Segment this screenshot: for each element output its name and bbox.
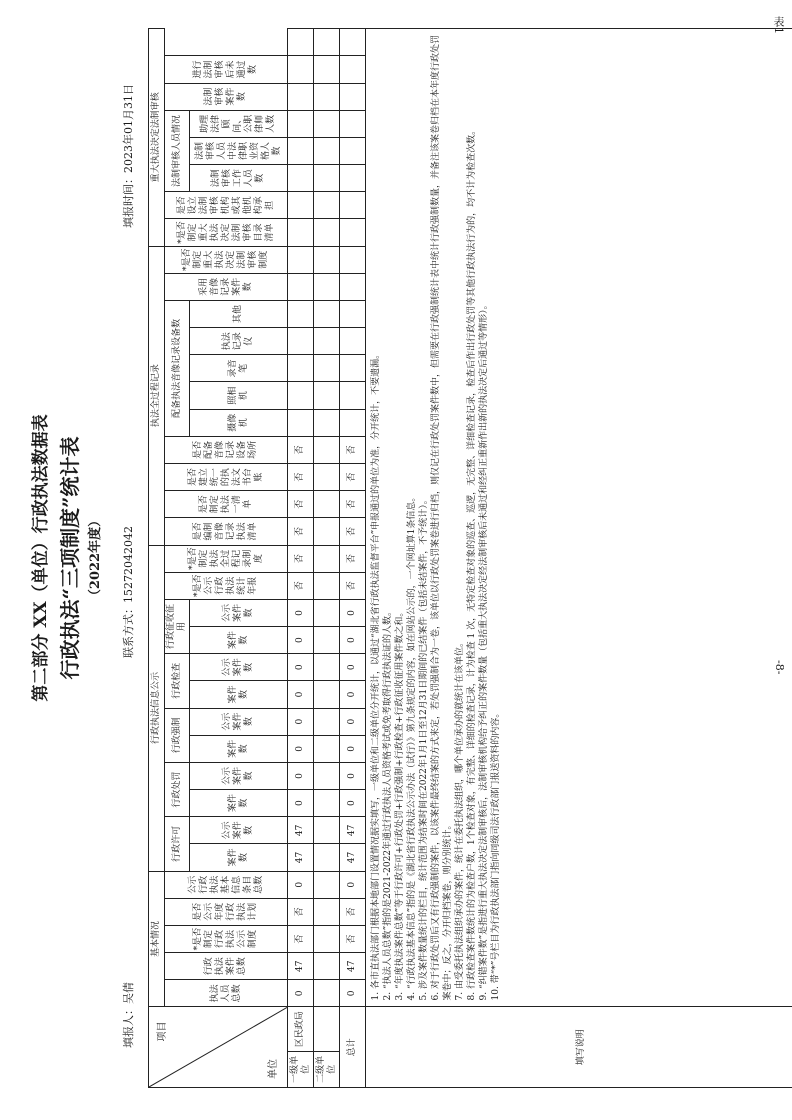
group-review: 重大执法决定法制审核 xyxy=(149,29,165,247)
col-header: 是否编制音像记录执法清单 xyxy=(165,518,288,545)
data-cell xyxy=(340,110,366,137)
data-cell: 47 xyxy=(340,844,366,871)
data-cell xyxy=(288,165,314,192)
data-cell: 0 xyxy=(288,681,314,708)
note-item: 3. “年度执法案件总数”等于行政许可+行政处罚+行政强制+行政检查+行政征收征用案件数之和。 xyxy=(395,607,405,1001)
data-cell xyxy=(314,572,340,599)
notes-content xyxy=(366,29,792,1007)
col-header: 法制审核案件数 xyxy=(165,83,288,110)
data-cell: 否 xyxy=(340,464,366,491)
note-item: 4. “行政执法基本信息”指的是《湖北省行政执法公示办法（试行）》第九条规定的内容，如在网站公示的，一个网址算1条信息。 xyxy=(407,492,417,1001)
col-header: 公示行政执法基本信息条目总数 xyxy=(165,871,288,898)
data-cell xyxy=(314,436,340,463)
data-cell: 47 xyxy=(288,844,314,871)
data-cell: 0 xyxy=(288,627,314,654)
data-cell: 0 xyxy=(288,654,314,681)
data-cell xyxy=(288,273,314,300)
corner-unit-label: 单位 xyxy=(268,1059,279,1079)
col-header: *是否制定重大执法决定法制审核目录清单 xyxy=(165,219,288,246)
col-header: 其他 xyxy=(190,300,288,327)
col-subgroup: 配备执法音像记录设备数 xyxy=(165,300,190,436)
document-title: 第二部分 XX（单位）行政执法数据表 xyxy=(31,414,51,702)
contact-info: 联系方式：15272042042 xyxy=(122,526,135,658)
data-cell xyxy=(314,137,340,164)
notes-title: 填写说明 xyxy=(366,1007,792,1088)
corner-cell xyxy=(149,1007,288,1088)
data-cell: 47 xyxy=(340,817,366,844)
data-cell: 否 xyxy=(288,925,314,952)
data-cell: 0 xyxy=(340,980,366,1007)
data-cell: 否 xyxy=(340,491,366,518)
corner-item-label: 项目 xyxy=(157,1021,168,1042)
table-title: 行政执法“三项制度”统计表 xyxy=(58,436,82,680)
note-item: 5. 涉及案件数量统计的栏目，统计范围为结案时间在2022年1月1日至12月31日期间的已结案件（包括未结案件，不予统计）。 xyxy=(419,495,429,1001)
col-header: 助理法律顾问、公职律师人数 xyxy=(190,110,288,137)
col-header: *是否公示行政执法统计年报 xyxy=(165,572,288,599)
sheet-header xyxy=(20,28,150,1088)
data-cell: 0 xyxy=(340,599,366,626)
data-cell xyxy=(314,762,340,789)
data-cell: 否 xyxy=(340,436,366,463)
data-cell xyxy=(314,246,340,273)
data-cell: 0 xyxy=(288,708,314,735)
col-header: 执法人员总数 xyxy=(165,980,288,1007)
data-cell xyxy=(340,165,366,192)
data-cell: 0 xyxy=(340,871,366,898)
col-subgroup: 行政征收征用 xyxy=(165,599,190,653)
data-row xyxy=(288,29,314,1088)
col-header: 摄像机 xyxy=(190,409,288,436)
col-header: 公示案件数 xyxy=(190,654,288,681)
data-cell: 47 xyxy=(340,953,366,980)
data-cell xyxy=(314,219,340,246)
data-cell: 0 xyxy=(340,708,366,735)
row-level: 一级单位 xyxy=(288,1051,314,1087)
data-cell xyxy=(340,29,366,56)
col-header: 是否建立统一的执法文书台账 xyxy=(165,464,288,491)
col-header: *是否制定行政执法公示制度 xyxy=(165,925,288,952)
col-header: 案件数 xyxy=(190,627,288,654)
row-unit-name xyxy=(314,1007,340,1051)
col-header: 案件数 xyxy=(190,844,288,871)
data-cell: 47 xyxy=(288,817,314,844)
col-header: 照相机 xyxy=(190,382,288,409)
col-subgroup: 行政处罚 xyxy=(165,762,190,816)
data-cell: 0 xyxy=(288,735,314,762)
data-cell: 0 xyxy=(340,762,366,789)
data-cell: 否 xyxy=(288,518,314,545)
col-header: 案件数 xyxy=(190,790,288,817)
col-header: 是否公示年度行政执法计划 xyxy=(165,898,288,925)
data-cell xyxy=(314,56,340,83)
col-header: 是否配备音像记录设备场所 xyxy=(165,436,288,463)
data-cell xyxy=(340,273,366,300)
note-item: 6. 对于行政处罚后又有行政强制的案件，以该案件最终结案的方式来定，若处罚强制合为一卷，该单位以行政处罚案卷进行归档，则仅记在行政处罚案件数中，但需要在行政强制统计表中统计行政强制数量，并备注该案卷归档在本年度行政处罚案卷中；反之，分开归档案卷，则分别统计。 xyxy=(431,35,453,1001)
header-row-subgroups xyxy=(165,29,190,1088)
data-cell xyxy=(314,355,340,382)
data-cell xyxy=(288,29,314,56)
data-cell: 0 xyxy=(340,627,366,654)
data-cell xyxy=(314,409,340,436)
data-cell xyxy=(314,844,340,871)
data-cell xyxy=(288,355,314,382)
data-cell xyxy=(340,382,366,409)
col-header: 执法记录仪 xyxy=(190,328,288,355)
data-cell xyxy=(288,300,314,327)
group-public: 行政执法信息公示 xyxy=(149,545,165,871)
col-subgroup: 行政检查 xyxy=(165,654,190,708)
col-header: 是否设立法制审核机构或其他机构承担 xyxy=(165,192,288,219)
data-cell xyxy=(314,165,340,192)
data-cell xyxy=(288,409,314,436)
data-cell xyxy=(340,83,366,110)
data-cell xyxy=(314,898,340,925)
data-cell xyxy=(314,192,340,219)
note-item: 2. “执法人员总数”指的是2021-2022年通过行政执法人员资格考试或免考取得行政执法证的人数。 xyxy=(383,606,393,1001)
col-header: 案件数 xyxy=(190,735,288,762)
col-header: 行政执法案件总数 xyxy=(165,953,288,980)
col-subgroup: 行政强制 xyxy=(165,708,190,762)
note-item: 10. 带“*”号栏目为行政执法部门指向同级司法行政部门报送资料的内容。 xyxy=(491,708,501,1001)
data-cell xyxy=(288,328,314,355)
data-cell: 否 xyxy=(340,925,366,952)
data-cell: 0 xyxy=(288,599,314,626)
data-cell xyxy=(288,56,314,83)
col-header: *是否制定执法全过程记录制度 xyxy=(165,545,288,572)
col-subgroup: 行政许可 xyxy=(165,817,190,871)
col-subgroup: 法制审核人员情况 xyxy=(165,110,190,192)
data-cell xyxy=(288,192,314,219)
data-cell xyxy=(288,83,314,110)
row-unit-name: 区民政局 xyxy=(288,1007,314,1051)
col-header: 采用音像记录案件数 xyxy=(165,273,288,300)
data-cell xyxy=(314,953,340,980)
col-header: 案件数 xyxy=(190,681,288,708)
data-cell xyxy=(314,681,340,708)
data-row xyxy=(314,29,340,1088)
data-cell xyxy=(314,654,340,681)
data-cell xyxy=(314,735,340,762)
data-cell: 否 xyxy=(340,545,366,572)
col-header: 进行法制审核后未通过数 xyxy=(165,56,288,83)
data-cell xyxy=(314,29,340,56)
page-tag: 表1 xyxy=(772,16,785,34)
data-cell xyxy=(340,300,366,327)
data-cell: 47 xyxy=(288,953,314,980)
statistics-table xyxy=(148,28,792,1088)
data-cell xyxy=(314,708,340,735)
data-cell: 否 xyxy=(288,545,314,572)
data-cell xyxy=(288,219,314,246)
data-cell xyxy=(314,273,340,300)
data-cell xyxy=(314,545,340,572)
col-header: 法制审核工作人员数 xyxy=(190,165,288,192)
col-header: *是否制定重大执法决定法制审核制度 xyxy=(165,246,288,273)
group-basic: 基本情况 xyxy=(149,871,165,1007)
data-cell: 否 xyxy=(340,518,366,545)
table-year: （2022年度） xyxy=(88,513,103,603)
data-cell: 0 xyxy=(340,654,366,681)
data-cell xyxy=(314,382,340,409)
col-header: 公示案件数 xyxy=(190,817,288,844)
data-cell: 否 xyxy=(288,464,314,491)
data-cell xyxy=(288,137,314,164)
data-cell: 0 xyxy=(340,790,366,817)
data-cell xyxy=(288,110,314,137)
data-cell xyxy=(340,246,366,273)
data-cell xyxy=(288,246,314,273)
data-cell xyxy=(314,599,340,626)
note-item: 9. “纠错案件数”是指进行重大执法决定法制审核后，法制审核机构给予纠正的案件数量（包括重大执法决定经法制审核后未通过和经纠正重新作出新的执法决定后通过等情形）。 xyxy=(479,300,489,1001)
data-cell xyxy=(314,790,340,817)
col-header: 公示案件数 xyxy=(190,708,288,735)
data-cell xyxy=(314,110,340,137)
fill-date: 填报时间：2023年01月31日 xyxy=(122,84,135,228)
statistics-sheet xyxy=(20,28,772,1088)
data-cell xyxy=(314,300,340,327)
data-cell xyxy=(314,817,340,844)
data-cell xyxy=(288,382,314,409)
data-cell xyxy=(314,491,340,518)
data-cell: 否 xyxy=(288,898,314,925)
data-cell xyxy=(314,464,340,491)
notes-row xyxy=(366,29,792,1088)
data-cell xyxy=(314,328,340,355)
col-header: 公示案件数 xyxy=(190,599,288,626)
data-cell: 0 xyxy=(288,980,314,1007)
data-cell xyxy=(340,137,366,164)
group-record: 执法全过程记录 xyxy=(149,246,165,545)
data-cell: 0 xyxy=(340,681,366,708)
data-cell: 否 xyxy=(288,491,314,518)
data-row xyxy=(340,29,366,1088)
page-number: -8- xyxy=(773,660,786,675)
data-cell xyxy=(314,980,340,1007)
data-cell xyxy=(314,518,340,545)
data-cell: 0 xyxy=(288,790,314,817)
data-cell xyxy=(340,328,366,355)
data-cell xyxy=(314,925,340,952)
data-cell: 否 xyxy=(288,436,314,463)
filler-name: 填报人：吴倩 xyxy=(122,982,135,1048)
header-row-groups xyxy=(149,29,165,1088)
data-cell: 否 xyxy=(340,898,366,925)
data-cell xyxy=(340,56,366,83)
data-cell: 否 xyxy=(288,572,314,599)
col-header: 是否制定执法一清单 xyxy=(165,491,288,518)
data-cell xyxy=(340,409,366,436)
data-cell: 0 xyxy=(288,762,314,789)
diagonal-line xyxy=(149,1007,287,1087)
data-cell: 0 xyxy=(340,735,366,762)
data-cell xyxy=(314,627,340,654)
row-level: 二级单位 xyxy=(314,1051,340,1087)
data-cell: 0 xyxy=(288,871,314,898)
note-item: 8. 行政检查案件数统计的为检查户数，1个检查对象，有完整、详细的检查记录，计为检查 1 次，无特定检查对象的巡查、巡逻，无完整、详细检查记录，检查后作出行政处罚等其他行政执法行为的，均不计为检查次数。 xyxy=(467,125,477,1001)
data-cell xyxy=(340,192,366,219)
row-label: 总计 xyxy=(340,1007,366,1088)
col-header: 录音笔 xyxy=(190,355,288,382)
note-item: 7. 由受委托执法组织承办的案件，统计在委托执法组织，哪个单位承办的就统计在该单位。 xyxy=(455,638,465,1001)
data-cell xyxy=(340,219,366,246)
col-header: 公示案件数 xyxy=(190,762,288,789)
data-cell xyxy=(314,871,340,898)
data-cell xyxy=(314,83,340,110)
col-header: 法制审核人员中法律职业资格人数 xyxy=(190,137,288,164)
data-cell xyxy=(340,355,366,382)
note-item: 1. 各市直执法部门根据本地部门设置情况据实填写，一级单位和二级单位分开统计，以通过“湖北省行政执法监督平台”申报通过的单位为准，分开统计，不要遗漏。 xyxy=(371,349,381,1001)
data-cell: 否 xyxy=(340,572,366,599)
